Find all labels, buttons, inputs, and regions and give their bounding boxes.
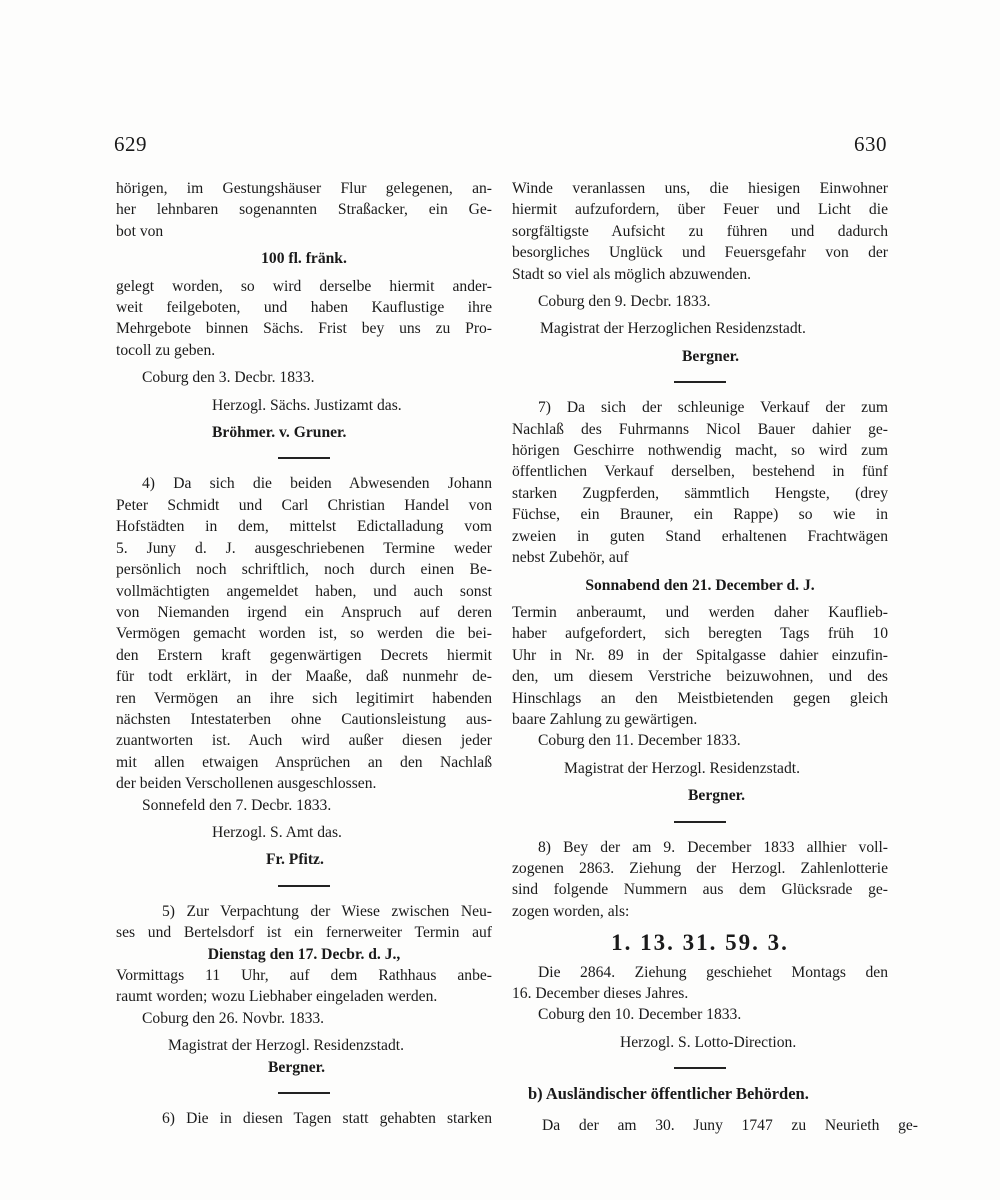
- text-line: persönlich noch schriftlich, noch durch einen Be-: [116, 561, 492, 579]
- text-line: öffentlichen Verkauf derselben, bestehend in fünf: [512, 463, 888, 481]
- text-line: Vermögen gemacht worden ist, so werden die bei-: [116, 625, 492, 643]
- text-line: den, um diesem Verstriche beizuwohnen, und des: [512, 668, 888, 686]
- text-line: den Erstern kraft gegenwärtigen Decrets hiermit: [116, 646, 492, 664]
- text-line: Peter Schmidt und Carl Christian Handel von: [116, 496, 492, 514]
- text-line: hörigen, im Gestungshäuser Flur gelegenen, an-: [116, 180, 492, 197]
- text-line: tocoll zu geben.: [116, 341, 216, 359]
- text-line: weit feilgeboten, und haben Kauflustige ihre: [116, 299, 492, 317]
- date-line: Sonnefeld den 7. Decbr. 1833.: [142, 796, 332, 814]
- date-line: Coburg den 26. Novbr. 1833.: [142, 1009, 325, 1027]
- signature: Bergner.: [688, 787, 746, 805]
- text-line: Termin anberaumt, und werden daher Kauflieb-: [512, 603, 888, 621]
- text-line: 7) Da sich der schleunige Verkauf der zum: [538, 399, 888, 417]
- text-line: Die 2864. Ziehung geschiehet Montags den: [538, 963, 888, 981]
- page-number-right: 630: [854, 132, 887, 156]
- text-line: 4) Da sich die beiden Abwesenden Johann: [142, 475, 492, 493]
- text-line: nächsten Intestaterben ohne Cautionsleistung aus-: [116, 710, 492, 728]
- text-line: Mehrgebote binnen Sächs. Frist bey uns zu Pro-: [116, 320, 492, 338]
- text-line: Vormittags 11 Uhr, auf dem Rathhaus anbe-: [116, 967, 492, 984]
- section-heading: b) Ausländischer öffentlicher Behörden.: [528, 1084, 809, 1104]
- separator-rule: [674, 381, 726, 383]
- text-line: nebst Zubehör, auf: [512, 549, 629, 567]
- date-line: Coburg den 11. December 1833.: [538, 732, 741, 750]
- signature: Fr. Pfitz.: [266, 851, 324, 869]
- separator-rule: [674, 821, 726, 823]
- text-line: sind folgende Nummern aus dem Glücksrade ge-: [512, 881, 888, 899]
- text-line: 5) Zur Verpachtung der Wiese zwischen Neu-: [162, 902, 492, 920]
- lottery-numbers: 1. 13. 31. 59. 3.: [611, 930, 789, 956]
- text-line: der beiden Verschollenen ausgeschlossen.: [116, 775, 377, 793]
- text-line: zuantworten ist. Auch wird außer diesen jeder: [116, 732, 492, 750]
- text-line: Hinschlags an den Meistbietenden gegen gleich: [512, 689, 888, 707]
- signature: Bergner.: [268, 1058, 326, 1076]
- text-line: sorgfältigste Aufsicht zu führen und dadurch: [512, 222, 888, 240]
- separator-rule: [674, 1067, 726, 1069]
- left-column: [116, 178, 492, 1129]
- text-line: zweien in guten Stand erhaltenen Frachtwägen: [512, 527, 888, 545]
- right-column: [512, 178, 918, 1136]
- text-line: Füchse, ein Brauner, ein Rappe) so wie in: [512, 506, 888, 524]
- amount: 100 fl. fränk.: [261, 250, 347, 268]
- text-line: hörigen Geschirre nothwendig macht, so wird zum: [512, 442, 888, 460]
- text-line: 5. Juny d. J. ausgeschriebenen Termine weder: [116, 539, 492, 557]
- text-line: mit allen etwaigen Ansprüchen an den Nachlaß: [116, 753, 492, 771]
- text-line: haber aufgefordert, sich beregten Tags früh 10: [512, 625, 888, 643]
- text-line: hiermit aufzufordern, über Feuer und Licht die: [512, 201, 888, 219]
- date-line: Coburg den 9. Decbr. 1833.: [538, 293, 711, 311]
- text-line: Winde veranlassen uns, die hiesigen Einwohner: [512, 180, 888, 197]
- text-line: raumt worden; wozu Liebhaber eingeladen werden.: [116, 988, 438, 1006]
- text-line: Stadt so viel als möglich abzuwenden.: [512, 265, 752, 283]
- text-line: 8) Bey der am 9. December 1833 allhier voll-: [538, 838, 888, 856]
- date-line: Dienstag den 17. Decbr. d. J.,: [207, 945, 401, 963]
- date-line: Coburg den 10. December 1833.: [538, 1006, 742, 1024]
- text-line: ses und Bertelsdorf ist ein fernerweiter Termin auf: [116, 924, 492, 942]
- text-line: zogenen 2863. Ziehung der Herzogl. Zahlenlotterie: [512, 859, 888, 877]
- text-line: besorgliches Unglück und Feuersgefahr von der: [512, 244, 888, 262]
- date-line: Sonnabend den 21. December d. J.: [585, 576, 815, 594]
- text-line: bot von: [116, 222, 164, 240]
- text-line: Hofstädten in dem, mittelst Edictalladung vom: [116, 518, 492, 536]
- text-line: gelegt worden, so wird derselbe hiermit ander-: [116, 277, 492, 295]
- text-line: vollmächtigten angemeldet haben, und auch sonst: [116, 582, 492, 600]
- authority: Herzogl. S. Lotto-Direction.: [620, 1033, 797, 1051]
- separator-rule: [278, 1092, 330, 1094]
- text-line: baare Zahlung zu gewärtigen.: [512, 710, 698, 728]
- authority: Magistrat der Herzogl. Residenzstadt.: [168, 1037, 405, 1055]
- authority: Herzogl. S. Amt das.: [212, 823, 342, 841]
- text-line: ren Vermögen an ihre sich legitimirt habenden: [116, 689, 492, 707]
- date-line: Coburg den 3. Decbr. 1833.: [142, 369, 315, 387]
- page-number-left: 629: [114, 132, 147, 156]
- text-line: starken Zugpferden, sämmtlich Hengste, (drey: [512, 484, 888, 502]
- text-line: Nachlaß des Fuhrmanns Nicol Bauer dahier ge-: [512, 420, 888, 438]
- text-line: von Niemanden irgend ein Anspruch auf deren: [116, 603, 492, 621]
- authority: Magistrat der Herzoglichen Residenzstadt.: [540, 320, 806, 338]
- signature: Bröhmer. v. Gruner.: [212, 424, 347, 442]
- separator-rule: [278, 457, 330, 459]
- authority: Magistrat der Herzogl. Residenzstadt.: [564, 759, 801, 777]
- text-line: her lehnbaren sogenannten Straßacker, ein Ge-: [116, 201, 492, 219]
- text-line: zogen worden, als:: [512, 902, 630, 920]
- authority: Herzogl. Sächs. Justizamt das.: [212, 396, 402, 414]
- text-line: 6) Die in diesen Tagen statt gehabten starken: [162, 1110, 492, 1128]
- text-line: 16. December dieses Jahres.: [512, 985, 689, 1002]
- text-line: für todt erklärt, in der Maaße, daß nunmehr de-: [116, 668, 492, 686]
- text-line: Uhr in Nr. 89 in der Spitalgasse dahier einzufin-: [512, 646, 888, 664]
- text-line: Da der am 30. Juny 1747 zu Neurieth ge-: [542, 1116, 918, 1134]
- signature: Bergner.: [682, 347, 740, 365]
- separator-rule: [278, 885, 330, 887]
